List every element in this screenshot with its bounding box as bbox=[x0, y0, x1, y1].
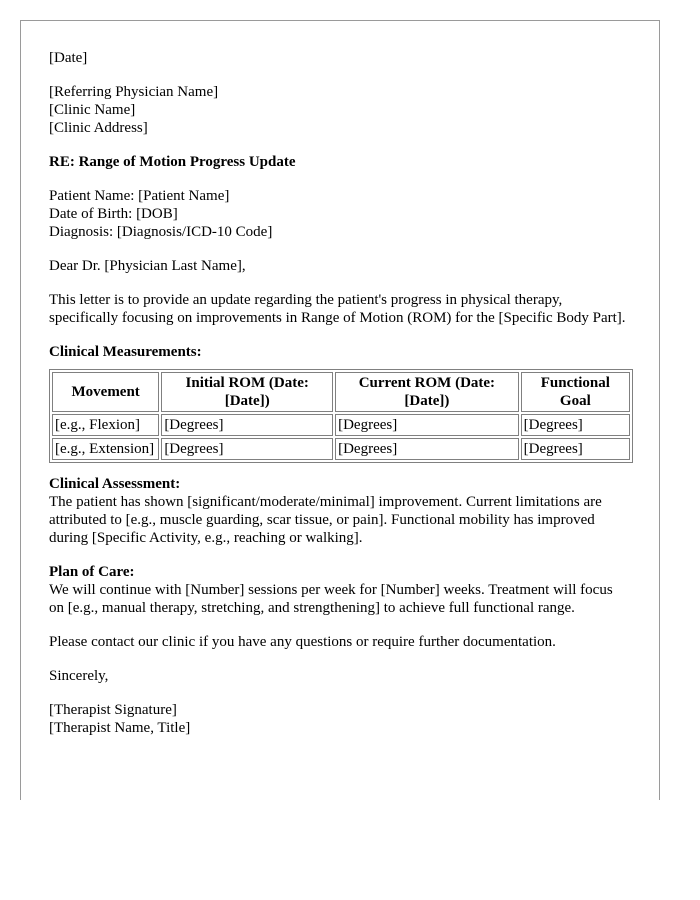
patient-name-line: Patient Name: [Patient Name] bbox=[49, 188, 230, 204]
plan-section bbox=[49, 563, 631, 617]
assessment-body: The patient has shown [significant/moderate/minimal] improvement. Current limitations are attributed to [e.g., muscle guarding, scar tissue, or pain]. Functional mobility has improved during [Specific Activity, e.g., reaching or walking]. bbox=[49, 494, 602, 546]
recipient-block bbox=[49, 83, 631, 137]
contact-paragraph: Please contact our clinic if you have any questions or require further documentation. bbox=[49, 634, 556, 650]
table-header-cell: Current ROM (Date: [Date]) bbox=[335, 372, 519, 412]
table-header-row bbox=[52, 372, 630, 412]
table-row bbox=[52, 414, 630, 436]
patient-diagnosis-line: Diagnosis: [Diagnosis/ICD-10 Code] bbox=[49, 224, 273, 240]
plan-body: We will continue with [Number] sessions per week for [Number] weeks. Treatment will focus on [e.g., manual therapy, stretching, and strengthening] to achieve full functional range. bbox=[49, 582, 613, 616]
salutation: Dear Dr. [Physician Last Name], bbox=[49, 258, 246, 274]
recipient-address: [Clinic Address] bbox=[49, 120, 148, 136]
plan-heading: Plan of Care: bbox=[49, 564, 135, 580]
assessment-section bbox=[49, 475, 631, 547]
table-header-cell: Movement bbox=[52, 372, 159, 412]
table-cell: [e.g., Flexion] bbox=[52, 414, 159, 436]
patient-dob-line: Date of Birth: [DOB] bbox=[49, 206, 178, 222]
intro-paragraph: This letter is to provide an update regarding the patient's progress in physical therapy, specifically focusing on improvements in Range of Motion (ROM) for the [Specific Body Part]. bbox=[49, 292, 626, 326]
letter-subject: RE: Range of Motion Progress Update bbox=[49, 154, 296, 170]
table-cell: [Degrees] bbox=[161, 414, 333, 436]
table-row bbox=[52, 438, 630, 460]
measurements-heading: Clinical Measurements: bbox=[49, 344, 202, 360]
table-cell: [Degrees] bbox=[161, 438, 333, 460]
signature-block bbox=[49, 701, 631, 737]
patient-info-block bbox=[49, 187, 631, 241]
assessment-heading: Clinical Assessment: bbox=[49, 476, 181, 492]
letter-page bbox=[20, 20, 660, 800]
letter-date: [Date] bbox=[49, 50, 88, 66]
therapist-signature: [Therapist Signature] bbox=[49, 702, 177, 718]
rom-table bbox=[49, 369, 633, 463]
therapist-name-title: [Therapist Name, Title] bbox=[49, 720, 191, 736]
closing: Sincerely, bbox=[49, 668, 109, 684]
recipient-clinic: [Clinic Name] bbox=[49, 102, 136, 118]
table-header-cell: Initial ROM (Date: [Date]) bbox=[161, 372, 333, 412]
table-cell: [Degrees] bbox=[335, 414, 519, 436]
table-cell: [Degrees] bbox=[335, 438, 519, 460]
table-cell: [Degrees] bbox=[521, 438, 630, 460]
table-header-cell: Functional Goal bbox=[521, 372, 630, 412]
recipient-name: [Referring Physician Name] bbox=[49, 84, 219, 100]
table-cell: [e.g., Extension] bbox=[52, 438, 159, 460]
table-cell: [Degrees] bbox=[521, 414, 630, 436]
